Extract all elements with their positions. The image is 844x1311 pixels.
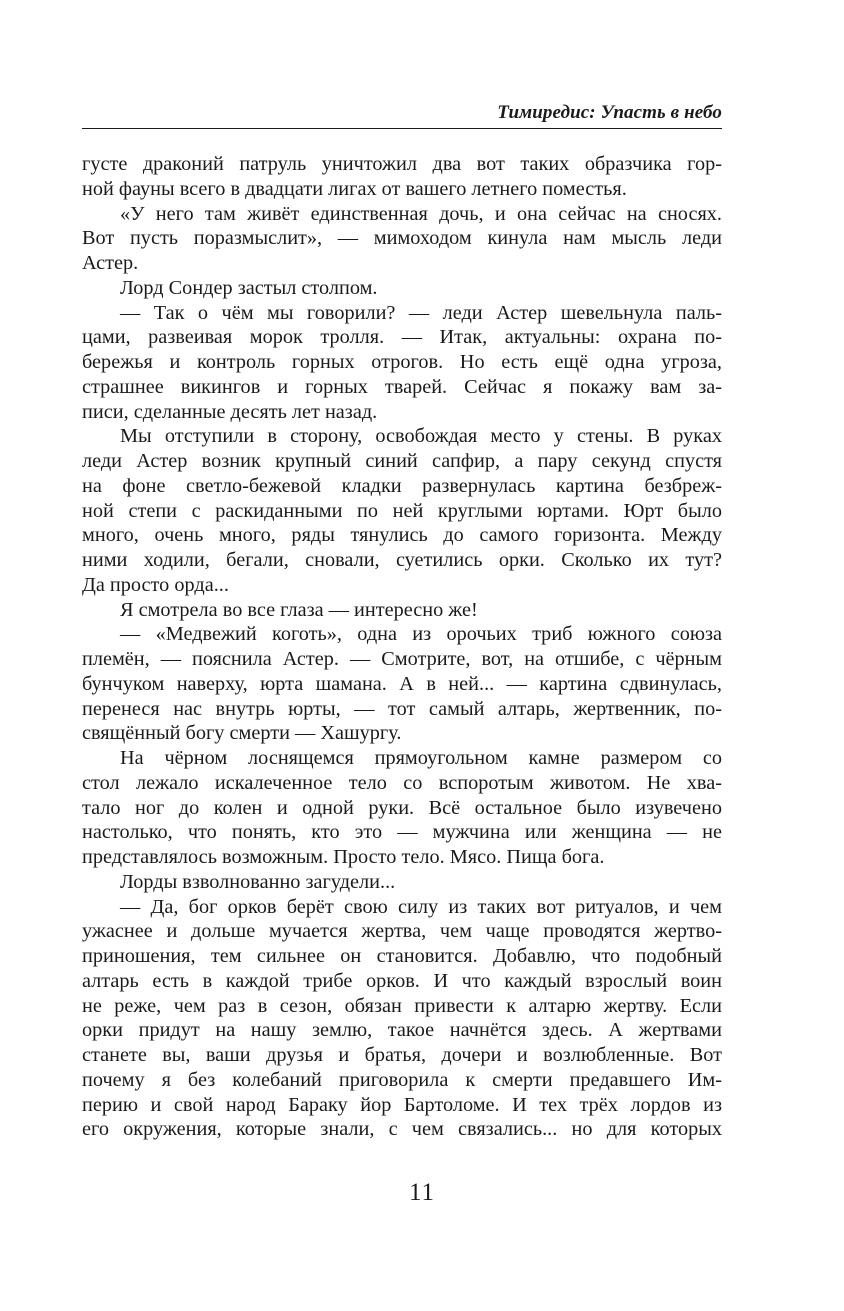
body-text: [82, 152, 722, 1142]
text-line: ужаснее и дольше мучается жертва, чем чаще проводятся жертво-: [82, 920, 722, 943]
text-line: — Да, бог орков берёт свою силу из таких вот ритуалов, и чем: [120, 895, 722, 918]
text-line: приношения, тем сильнее он становится. Добавлю, что подобный: [82, 945, 722, 967]
text-line: перенеся нас внутрь юрты, — тот самый алтарь, жертвенник, по-: [82, 697, 722, 720]
text-line: бунчуком наверху, юрта шамана. А в ней... — картина сдвинулась,: [82, 672, 722, 695]
text-line: Да просто орда...: [82, 573, 229, 596]
text-line: настолько, что понять, кто это — мужчина или женщина — не: [82, 821, 722, 844]
text-line: ними ходили, бегали, сновали, суетились орки. Сколько их тут?: [82, 549, 722, 571]
text-line: не реже, чем раз в сезон, обязан привести к алтарю жертву. Если: [82, 994, 722, 1017]
text-line: леди Астер возник крупный синий сапфир, а пару секунд спустя: [82, 450, 722, 472]
text-line: свящённый богу смерти — Хашургу.: [82, 722, 402, 745]
text-line: алтарь есть в каждой трибе орков. И что каждый взрослый воин: [82, 969, 722, 992]
text-line: Я смотрела во все глаза — интересно же!: [120, 598, 478, 621]
text-line: — Так о чём мы говорили? — леди Астер шевельнула паль-: [120, 301, 722, 324]
text-line: бережья и контроль горных отрогов. Но есть ещё одна угроза,: [82, 351, 722, 373]
text-line: станете вы, ваши друзья и братья, дочери и возлюбленные. Вот: [82, 1044, 722, 1066]
text-line: густе драконий патруль уничтожил два вот таких образчика гор-: [82, 153, 722, 175]
text-line: стол лежало искалеченное тело со вспоротым животом. Не хва-: [82, 771, 722, 794]
running-header: [82, 100, 722, 129]
text-line: на фоне светло-бежевой кладки развернулась картина безбреж-: [82, 474, 722, 497]
text-line: Лорды взволнованно загудели...: [120, 870, 396, 893]
text-line: племён, — пояснила Астер. — Смотрите, вот, на отшибе, с чёрным: [82, 648, 722, 670]
text-line: ной степи с раскиданными по ней круглыми юртами. Юрт было: [82, 499, 722, 522]
text-line: ной фауны всего в двадцати лигах от вашего летнего поместья.: [82, 177, 627, 200]
text-line: перию и свой народ Бараку йор Бартоломе. И тех трёх лордов из: [82, 1093, 722, 1116]
text-line: Мы отступили в сторону, освобождая место у стены. В руках: [120, 425, 722, 448]
text-line: представлялось возможным. Просто тело. Мясо. Пища бога.: [82, 846, 605, 868]
text-line: много, очень много, ряды тянулись до самого горизонта. Между: [82, 524, 722, 547]
text-line: — «Медвежий коготь», одна из орочьих триб южного союза: [120, 623, 722, 646]
page-number: 11: [408, 1179, 436, 1206]
text-line: цами, развеивая морок тролля. — Итак, актуальны: охрана по-: [82, 326, 722, 349]
text-line: На чёрном лоснящемся прямоугольном камне размером со: [120, 747, 722, 769]
text-line: тало ног до колен и одной руки. Всё остальное было изувечено: [82, 796, 722, 819]
text-line: почему я без колебаний приговорила к смерти предавшего Им-: [82, 1068, 722, 1091]
text-line: писи, сделанные десять лет назад.: [82, 400, 378, 423]
running-head-title: Тимиредис: Упасть в небо: [497, 102, 722, 123]
text-line: Лорд Сондер застыл столпом.: [120, 276, 378, 299]
text-line: Вот пусть поразмыслит», — мимоходом кинула нам мысль леди: [82, 227, 722, 250]
text-line: «У него там живёт единственная дочь, и она сейчас на сносях.: [120, 202, 722, 225]
text-line: страшнее викингов и горных тварей. Сейчас я покажу вам за-: [82, 375, 722, 398]
text-line: орки придут на нашу землю, такое начнётся здесь. А жертвами: [82, 1019, 722, 1042]
text-line: его окружения, которые знали, с чем связались... но для которых: [82, 1118, 722, 1141]
text-line: Астер.: [82, 252, 139, 274]
